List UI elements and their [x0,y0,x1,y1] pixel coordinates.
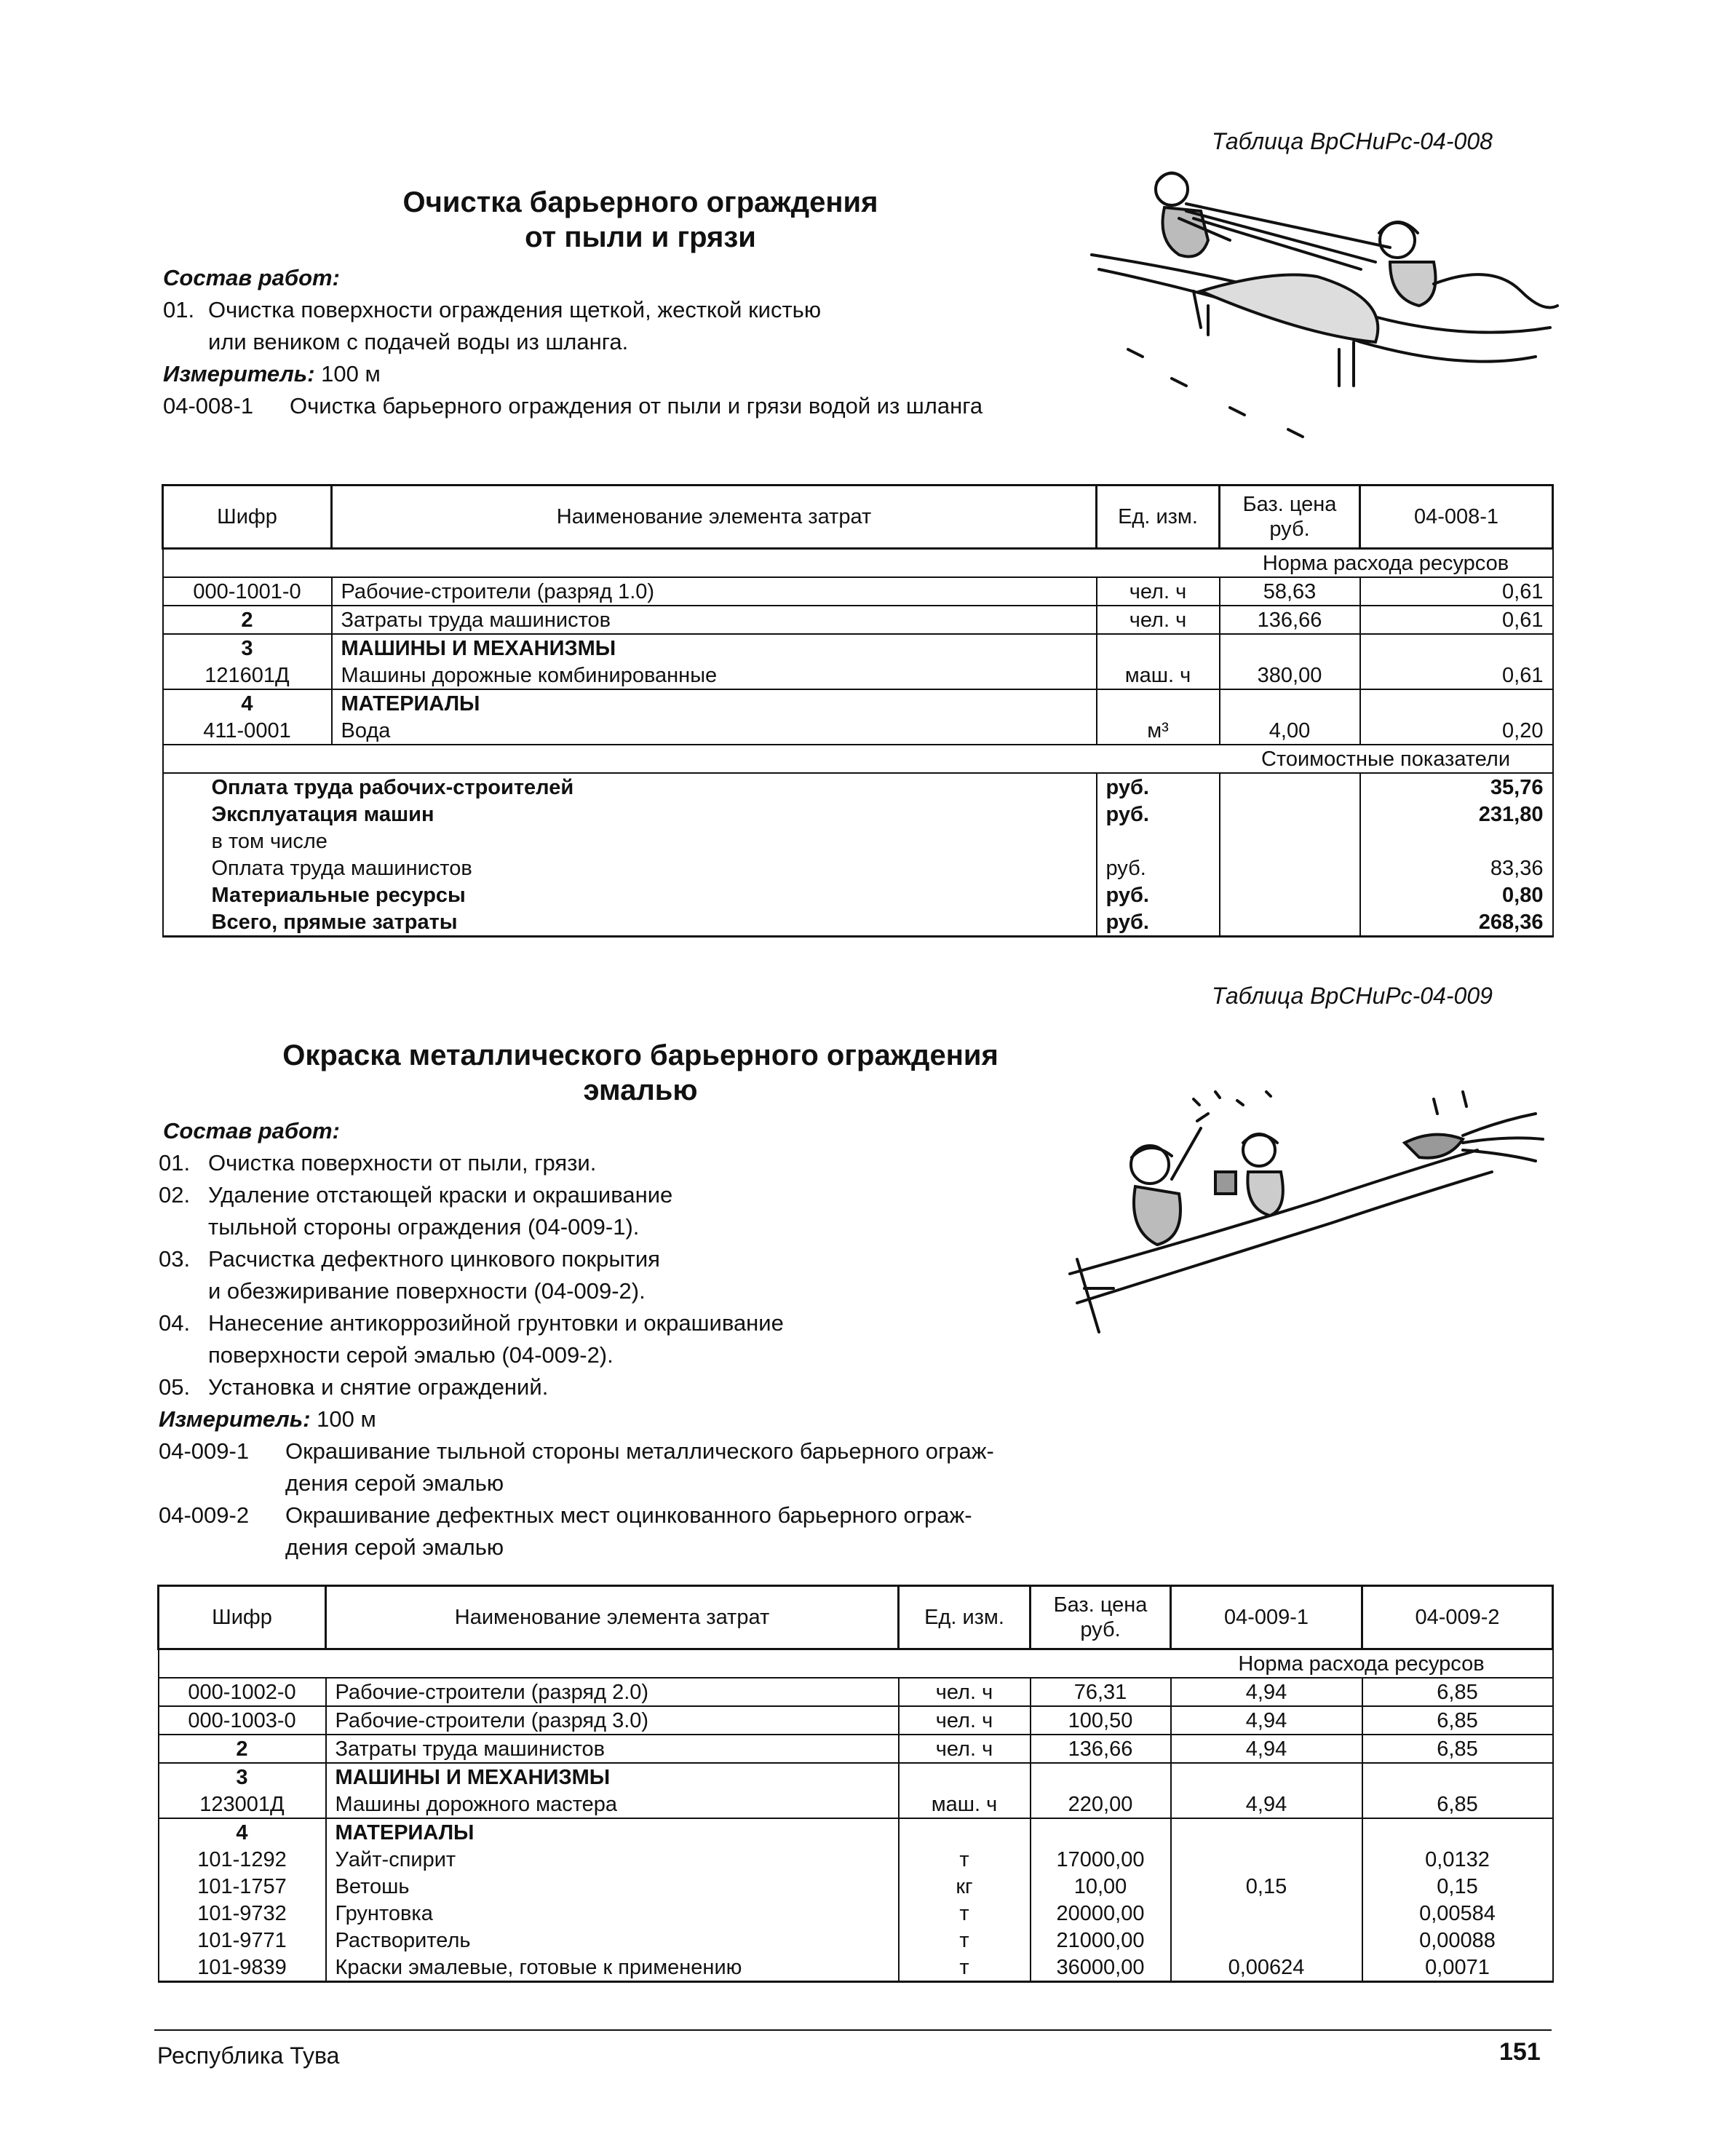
section1-work-01-cont: или веником с подачей воды из шланга. [208,329,629,354]
cost-unit: руб. [1097,801,1220,828]
cost-unit: руб. [1097,773,1220,801]
row-value-2: 0,0071 [1362,1954,1553,1982]
row-value-1: 0,61 [1360,606,1553,634]
row-price: 76,31 [1031,1678,1171,1706]
row-unit: т [899,1846,1031,1873]
row-code: 000-1001-0 [163,577,332,606]
section2-code-04-009-1-cont: дения серой эмалью [285,1470,504,1496]
row-price: 136,66 [1031,1735,1171,1763]
section1-title-line2: от пыли и грязи [525,221,756,253]
row-value-2: 0,00088 [1362,1927,1553,1954]
row-value-1 [1171,1927,1362,1954]
row-value-1: 4,94 [1171,1678,1362,1706]
row-value-1: 0,00624 [1171,1954,1362,1982]
header-code: Шифр [163,486,332,549]
row-name: Вода [332,717,1097,745]
table-row [159,1927,1553,1954]
table-header-row [163,486,1553,549]
cost-name: Оплата труда рабочих-строителей [163,773,1097,801]
row-price: 380,00 [1220,662,1360,689]
header-unit: Ед. изм. [1097,486,1220,549]
cost-value: 0,80 [1360,881,1553,908]
header-price: Баз. цена руб. [1031,1586,1171,1649]
section2-work-05-text: Установка и снятие ограждений. [208,1374,549,1400]
row-value-2: 6,85 [1362,1791,1553,1818]
row-code: 2 [163,606,332,634]
norm-label: Норма расхода ресурсов [1171,1649,1553,1679]
table-row [159,1735,1553,1763]
table-row [159,1873,1553,1900]
section2-code-04-009-2-cont: дения серой эмалью [285,1534,504,1560]
cost-label: Стоимостные показатели [1220,745,1553,773]
row-code: 000-1002-0 [159,1678,326,1706]
row-value-1: 4,94 [1171,1735,1362,1763]
table-row [159,1954,1553,1982]
measure-label: Измеритель: [159,1406,311,1432]
section1-measure [163,358,381,390]
cost-name: Материальные ресурсы [163,881,1097,908]
row-unit: т [899,1927,1031,1954]
section2-work-04-cont: поверхности серой эмалью (04-009-2). [208,1342,614,1368]
table-04-008 [162,484,1554,938]
table-row [163,577,1553,606]
cost-name: Оплата труда машинистов [163,855,1097,881]
section2-work-04-text: Нанесение антикоррозийной грунтовки и окрашивание [208,1310,784,1336]
row-unit: чел. ч [899,1678,1031,1706]
section2-code-04-009-1-text: Окрашивание тыльной стороны металлического барьерного ограж- [285,1438,994,1464]
section2-work-03-text: Расчистка дефектного цинкового покрытия [208,1246,660,1272]
row-name: Уайт-спирит [326,1846,899,1873]
cost-label-row [163,745,1553,773]
row-name: МАТЕРИАЛЫ [332,689,1097,717]
row-code: 4 [163,689,332,717]
measure-value: 100 м [321,361,381,387]
header-col1: 04-008-1 [1360,486,1553,549]
header-name: Наименование элемента затрат [332,486,1097,549]
norm-row [163,549,1553,578]
table-04-009 [157,1585,1554,1983]
row-value-1: 4,94 [1171,1706,1362,1735]
row-value-2: 0,15 [1362,1873,1553,1900]
section1-work-01-num: 01. [163,297,195,322]
table-row [163,606,1553,634]
section2-work-01-num: 01. [159,1150,191,1176]
table-row [163,689,1553,717]
cost-unit: руб. [1097,908,1220,937]
row-value-1 [1171,1846,1362,1873]
row-value-1: 0,15 [1171,1873,1362,1900]
cost-row [163,828,1553,855]
section2-work-02-num: 02. [159,1182,191,1208]
row-name: Рабочие-строители (разряд 2.0) [326,1678,899,1706]
row-unit: чел. ч [899,1706,1031,1735]
row-price: 220,00 [1031,1791,1171,1818]
footer-region: Республика Тува [157,2042,340,2069]
table-row [159,1678,1553,1706]
table-row [159,1706,1553,1735]
cost-value: 231,80 [1360,801,1553,828]
row-price: 36000,00 [1031,1954,1171,1982]
cartoon-workers-painting-illustration [1055,1070,1550,1347]
cost-name: Эксплуатация машин [163,801,1097,828]
page-number: 151 [1499,2038,1541,2066]
row-price: 21000,00 [1031,1927,1171,1954]
header-col2: 04-009-2 [1362,1586,1553,1649]
row-value-2: 6,85 [1362,1706,1553,1735]
section2-title-line2: эмалью [583,1074,698,1106]
section1-title [240,185,1041,255]
section1-work-heading: Состав работ: [163,265,340,290]
row-name: Ветошь [326,1873,899,1900]
row-price: 100,50 [1031,1706,1171,1735]
row-value-1: 0,61 [1360,662,1553,689]
section2-title-line1: Окраска металлического барьерного ограждения [282,1039,999,1071]
row-value-2: 0,0132 [1362,1846,1553,1873]
row-unit: чел. ч [1097,606,1220,634]
table-label-04-008: Таблица ВрСНиРс-04-008 [1212,128,1493,154]
section1-code-04-008-1: 04-008-1 [163,393,254,419]
row-value-1: 4,94 [1171,1791,1362,1818]
section2-work-02-cont: тыльной стороны ограждения (04-009-1). [208,1214,640,1240]
section2-code-04-009-1: 04-009-1 [159,1438,250,1464]
cost-row [163,881,1553,908]
section1-work-01-text: Очистка поверхности ограждения щеткой, жесткой кистью [208,297,822,322]
row-name: Затраты труда машинистов [326,1735,899,1763]
section2-work-heading: Состав работ: [163,1118,340,1144]
table-row [159,1900,1553,1927]
cost-value: 83,36 [1360,855,1553,881]
cost-unit: руб. [1097,881,1220,908]
row-unit: чел. ч [899,1735,1031,1763]
row-value-2: 0,00584 [1362,1900,1553,1927]
cost-unit: руб. [1097,855,1220,881]
section2-work-01-text: Очистка поверхности от пыли, грязи. [208,1150,597,1176]
cartoon-workers-washing-illustration [1084,160,1565,444]
row-unit: маш. ч [899,1791,1031,1818]
section2-work-03-num: 03. [159,1246,191,1272]
row-value-2: 6,85 [1362,1735,1553,1763]
row-value-1: 0,61 [1360,577,1553,606]
row-price: 136,66 [1220,606,1360,634]
row-name: Машины дорожные комбинированные [332,662,1097,689]
section2-work-05-num: 05. [159,1374,191,1400]
cost-value: 35,76 [1360,773,1553,801]
row-unit: кг [899,1873,1031,1900]
measure-label: Измеритель: [163,361,315,387]
row-name: Затраты труда машинистов [332,606,1097,634]
table-row [159,1846,1553,1873]
table-row [163,634,1553,662]
row-code: 000-1003-0 [159,1706,326,1735]
row-code: 101-1292 [159,1846,326,1873]
row-code: 101-9839 [159,1954,326,1982]
row-name: Грунтовка [326,1900,899,1927]
row-code: 3 [163,634,332,662]
cost-row [163,801,1553,828]
row-code: 3 [159,1763,326,1791]
row-unit: маш. ч [1097,662,1220,689]
cost-row [163,908,1553,937]
row-price: 17000,00 [1031,1846,1171,1873]
table-row [163,662,1553,689]
row-name: МАШИНЫ И МЕХАНИЗМЫ [332,634,1097,662]
cost-row [163,773,1553,801]
row-name: Машины дорожного мастера [326,1791,899,1818]
row-code: 123001Д [159,1791,326,1818]
cost-name: в том числе [163,828,1097,855]
header-col1: 04-009-1 [1171,1586,1362,1649]
table-header-row [159,1586,1553,1649]
section1-code-04-008-1-text: Очистка барьерного ограждения от пыли и грязи водой из шланга [290,393,983,419]
row-unit: т [899,1900,1031,1927]
row-name: Рабочие-строители (разряд 3.0) [326,1706,899,1735]
section2-work-02-text: Удаление отстающей краски и окрашивание [208,1182,673,1208]
row-code: 101-1757 [159,1873,326,1900]
section1-title-line1: Очистка барьерного ограждения [402,186,878,218]
cost-value: 268,36 [1360,908,1553,937]
table-label-04-009: Таблица ВрСНиРс-04-009 [1212,983,1493,1009]
header-unit: Ед. изм. [899,1586,1031,1649]
row-name: Растворитель [326,1927,899,1954]
section2-code-04-009-2: 04-009-2 [159,1502,250,1528]
row-value-1: 0,20 [1360,717,1553,745]
row-code: 121601Д [163,662,332,689]
table-row [159,1818,1553,1846]
row-price: 4,00 [1220,717,1360,745]
row-code: 101-9771 [159,1927,326,1954]
header-name: Наименование элемента затрат [326,1586,899,1649]
header-code: Шифр [159,1586,326,1649]
section2-code-04-009-2-text: Окрашивание дефектных мест оцинкованного барьерного ограж- [285,1502,972,1528]
header-price: Баз. цена руб. [1220,486,1360,549]
row-code: 411-0001 [163,717,332,745]
cost-row [163,855,1553,881]
row-name: МАТЕРИАЛЫ [326,1818,899,1846]
row-value-2: 6,85 [1362,1678,1553,1706]
norm-label: Норма расхода ресурсов [1220,549,1553,578]
table-row [163,717,1553,745]
cost-name: Всего, прямые затраты [163,908,1097,937]
section2-work-03-cont: и обезжиривание поверхности (04-009-2). [208,1278,646,1304]
row-value-1 [1171,1900,1362,1927]
row-name: МАШИНЫ И МЕХАНИЗМЫ [326,1763,899,1791]
norm-row [159,1649,1553,1679]
table-row [159,1791,1553,1818]
row-price: 10,00 [1031,1873,1171,1900]
row-name: Рабочие-строители (разряд 1.0) [332,577,1097,606]
row-code: 2 [159,1735,326,1763]
row-code: 101-9732 [159,1900,326,1927]
row-price: 58,63 [1220,577,1360,606]
row-name: Краски эмалевые, готовые к применению [326,1954,899,1982]
row-price: 20000,00 [1031,1900,1171,1927]
row-code: 4 [159,1818,326,1846]
section2-title [167,1038,1113,1108]
section2-measure [159,1403,376,1435]
row-unit: м³ [1097,717,1220,745]
row-unit: чел. ч [1097,577,1220,606]
footer-divider [154,2029,1552,2031]
table-row [159,1763,1553,1791]
measure-value: 100 м [317,1406,376,1432]
section2-work-04-num: 04. [159,1310,191,1336]
row-unit: т [899,1954,1031,1982]
